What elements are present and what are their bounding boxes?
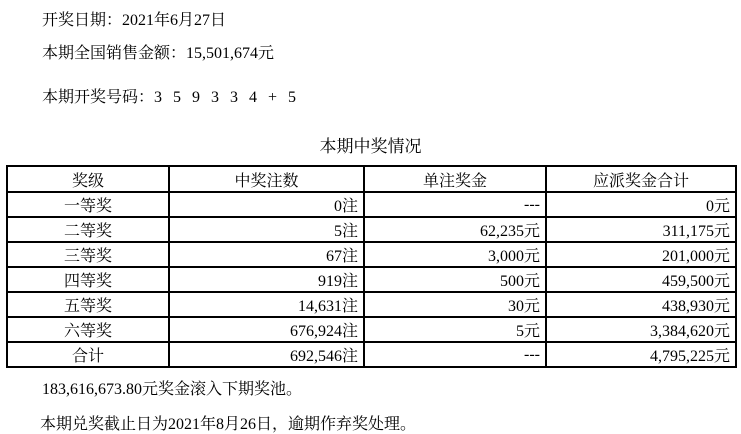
total-prize-cell: 311,175元 [546, 217, 736, 242]
winning-bets-cell: 0注 [169, 192, 364, 217]
prize-level-cell: 一等奖 [7, 192, 169, 217]
table-row [7, 217, 736, 242]
total-prize-cell: 0元 [546, 192, 736, 217]
prize-level-cell: 四等奖 [7, 267, 169, 292]
single-prize-cell: 30元 [364, 292, 546, 317]
rollover-note: 183,616,673.80元奖金滚入下期奖池。 [42, 381, 303, 398]
col-header-single-prize: 单注奖金 [364, 166, 546, 192]
total-prize-cell: 201,000元 [546, 242, 736, 267]
winning-bets-cell: 919注 [169, 267, 364, 292]
col-header-winning-bets: 中奖注数 [169, 166, 364, 192]
single-prize-cell: 62,235元 [364, 217, 546, 242]
table-row [7, 192, 736, 217]
prize-level-cell: 六等奖 [7, 317, 169, 342]
prize-table [6, 165, 737, 368]
sales-amount-line: 本期全国销售金额：15,501,674元 [42, 45, 275, 62]
table-row-total [7, 342, 736, 367]
table-title: 本期中奖情况 [319, 137, 422, 156]
winning-bets-cell: 67注 [169, 242, 364, 267]
total-prize-cell: 3,384,620元 [546, 317, 736, 342]
total-prize-cell: 4,795,225元 [546, 342, 736, 367]
single-prize-cell: 5元 [364, 317, 546, 342]
winning-bets-cell: 692,546注 [169, 342, 364, 367]
total-prize-cell: 459,500元 [546, 267, 736, 292]
single-prize-cell: --- [364, 342, 546, 367]
col-header-prize-level: 奖级 [7, 166, 169, 192]
draw-date-line: 开奖日期：2021年6月27日 [42, 12, 227, 29]
prize-level-cell: 五等奖 [7, 292, 169, 317]
col-header-total-prize: 应派奖金合计 [546, 166, 736, 192]
prize-level-cell: 三等奖 [7, 242, 169, 267]
redeem-deadline-note: 本期兑奖截止日为2021年8月26日，逾期作弃奖处理。 [40, 416, 417, 433]
draw-numbers-line [42, 89, 741, 107]
draw-numbers-label: 本期开奖号码： [42, 89, 155, 106]
single-prize-cell: 3,000元 [364, 242, 546, 267]
prize-level-cell: 二等奖 [7, 217, 169, 242]
total-prize-cell: 438,930元 [546, 292, 736, 317]
table-row [7, 242, 736, 267]
winning-bets-cell: 5注 [169, 217, 364, 242]
winning-bets-cell: 676,924注 [169, 317, 364, 342]
single-prize-cell: 500元 [364, 267, 546, 292]
table-header-row [7, 166, 736, 192]
table-row [7, 317, 736, 342]
table-row [7, 267, 736, 292]
winning-bets-cell: 14,631注 [169, 292, 364, 317]
draw-numbers-value: 3 5 9 3 3 4 + 5 [154, 89, 297, 106]
single-prize-cell: --- [364, 192, 546, 217]
table-row [7, 292, 736, 317]
prize-level-cell: 合计 [7, 342, 169, 367]
